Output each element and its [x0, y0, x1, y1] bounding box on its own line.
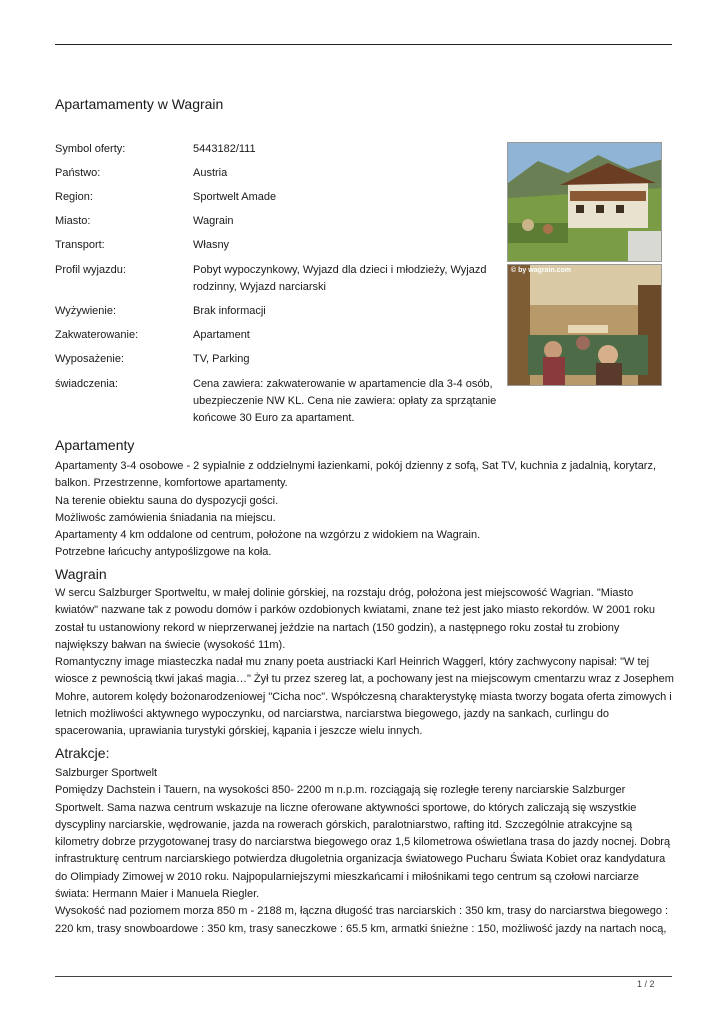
detail-value: Sportwelt Amade — [193, 191, 277, 203]
detail-value: 5443182/111 — [193, 143, 256, 155]
header-rule — [55, 44, 672, 45]
detail-value: Apartament — [193, 329, 250, 341]
paragraph: Romantyczny image miasteczka nadał mu znany poeta austriacki Karl Heinrich Waggerl, który zachwycony napisał: "W tej wiosce z pewnością tkwi jakaś magia…" Żył tu przez szereg lat, a pochowany jest na miejscowym cmentarzu wraz z Josephem Mohre, autorem kolędy bożonarodzeniowej "Cicha noc". Współczesną charakterystykę miasta tworzy bogata oferta zimowych i letnich możliwości aktywnego wypoczynku, od narciarstwa, narciarstwa biegowego, jazdy na sankach, curlingu do spacerowania, uprawiania turystyki górskiej, kąpania i jeszcze wielu innych. — [55, 656, 674, 738]
section-heading-apartamenty: Apartamenty — [55, 437, 135, 453]
detail-label: Zakwaterowanie: — [55, 329, 139, 341]
paragraph: Możliwośc zamówienia śniadania na miejscu. — [55, 511, 276, 524]
page-title: Apartamamenty w Wagrain — [55, 96, 224, 112]
paragraph: Na terenie obiektu sauna do dyspozycji gości. — [55, 494, 279, 507]
detail-value: Własny — [193, 239, 230, 251]
detail-label: Transport: — [55, 239, 105, 251]
detail-label: Profil wyjazdu: — [55, 264, 126, 276]
detail-value: TV, Parking — [193, 353, 250, 365]
detail-label: Wyposażenie: — [55, 353, 124, 365]
page-number: 1 / 2 — [637, 979, 655, 989]
photo-watermark: © by wagrain.com — [511, 267, 572, 274]
paragraph: Apartamenty 3-4 osobowe - 2 sypialnie z oddzielnymi łazienkami, pokój dzienny z sofą, Sat TV, kuchnia z jadalnią, korytarz, balkon. Przestrzenne, komfortowe apartamenty. — [55, 460, 657, 490]
restaurant-interior-photo — [507, 264, 662, 386]
paragraph: Apartamenty 4 km oddalone od centrum, położone na wzgórzu z widokiem na Wagrain. — [55, 529, 481, 542]
detail-value: Pobyt wypoczynkowy, Wyjazd dla dzieci i młodzieży, Wyjazd rodzinny, Wyjazd narciarski — [193, 264, 487, 293]
footer-rule — [55, 976, 672, 977]
detail-label: Państwo: — [55, 167, 101, 179]
paragraph: Wysokość nad poziomem morza 850 m - 2188 m, łączna długość tras narciarskich : 350 km, trasy do narciarstwa biegowego : 220 km, trasy snowboardowe : 350 km, trasy saneczkowe : 65.5 km, armatki śnieżne : 150, możliwość jazdy na nartach nocą, — [55, 905, 669, 935]
section-heading-atrakcje: Atrakcje: — [55, 745, 110, 761]
detail-label: Region: — [55, 191, 93, 203]
chalet-exterior-photo — [507, 142, 662, 262]
section-heading-wagrain: Wagrain — [55, 566, 107, 582]
detail-label: świadczenia: — [55, 378, 118, 390]
detail-value: Wagrain — [193, 215, 234, 227]
detail-value: Brak informacji — [193, 305, 266, 317]
section-wagrain — [55, 585, 675, 741]
section-apartamenty — [55, 458, 675, 562]
paragraph: Potrzebne łańcuchy antypoślizgowe na koła. — [55, 546, 272, 559]
detail-value: Cena zawiera: zakwaterowanie w apartamencie dla 3-4 osób, ubezpieczenie NW KL. Cena nie zawiera: opłaty za sprzątanie końcowe 30 Euro za apartament. — [193, 378, 497, 424]
detail-label: Miasto: — [55, 215, 91, 227]
paragraph: Salzburger Sportwelt — [55, 767, 158, 779]
section-atrakcje — [55, 765, 675, 938]
paragraph: Pomiędzy Dachstein i Tauern, na wysokości 850- 2200 m n.p.m. rozciągają się rozległe tereny narciarskie Salzburger Sportwelt. Sama nazwa centrum wskazuje na liczne oferowane aktywności sportowe, do których zaliczają się wszystkie dyscypliny narciarskie, wędrowanie, jazda na rowerach górskich, paralotniarstwo, rafting itd. Szczególnie atrakcyjne są kilometry dobrze przygotowanej trasy do narciarstwa biegowego oraz 1,5 kilometrowa oświetlana trasa do jazdy nocnej. Dobrą infrastrukturę centrum narciarskiego potwierdza długoletnia organizacja światowego Pucharu Świata Kobiet oraz kandydatura do Olimpiady Zimowej w 2010 roku. Najpopularniejszymi mieszkańcami i miłośnikami tego centrum są czołowi narciarze świata: Hermann Maier i Manuela Riegler. — [55, 784, 671, 901]
detail-label: Wyżywienie: — [55, 305, 117, 317]
paragraph: W sercu Salzburger Sportweltu, w małej dolinie górskiej, na rozstaju dróg, położona jest miejscowość Wagrian. "Miasto kwiatów" nazwane tak z powodu domów i parków ozdobionych kwiatami, znane też jest jako miasto rekordów. W 2001 roku został tu ustanowiony rekord w nieprzerwanej jeździe na nartach (150 godzin), a następnego roku został tu zrobiony największy bałwan na świecie (wysokość 11m). — [55, 587, 656, 651]
detail-value: Austria — [193, 167, 228, 179]
detail-label: Symbol oferty: — [55, 143, 126, 155]
